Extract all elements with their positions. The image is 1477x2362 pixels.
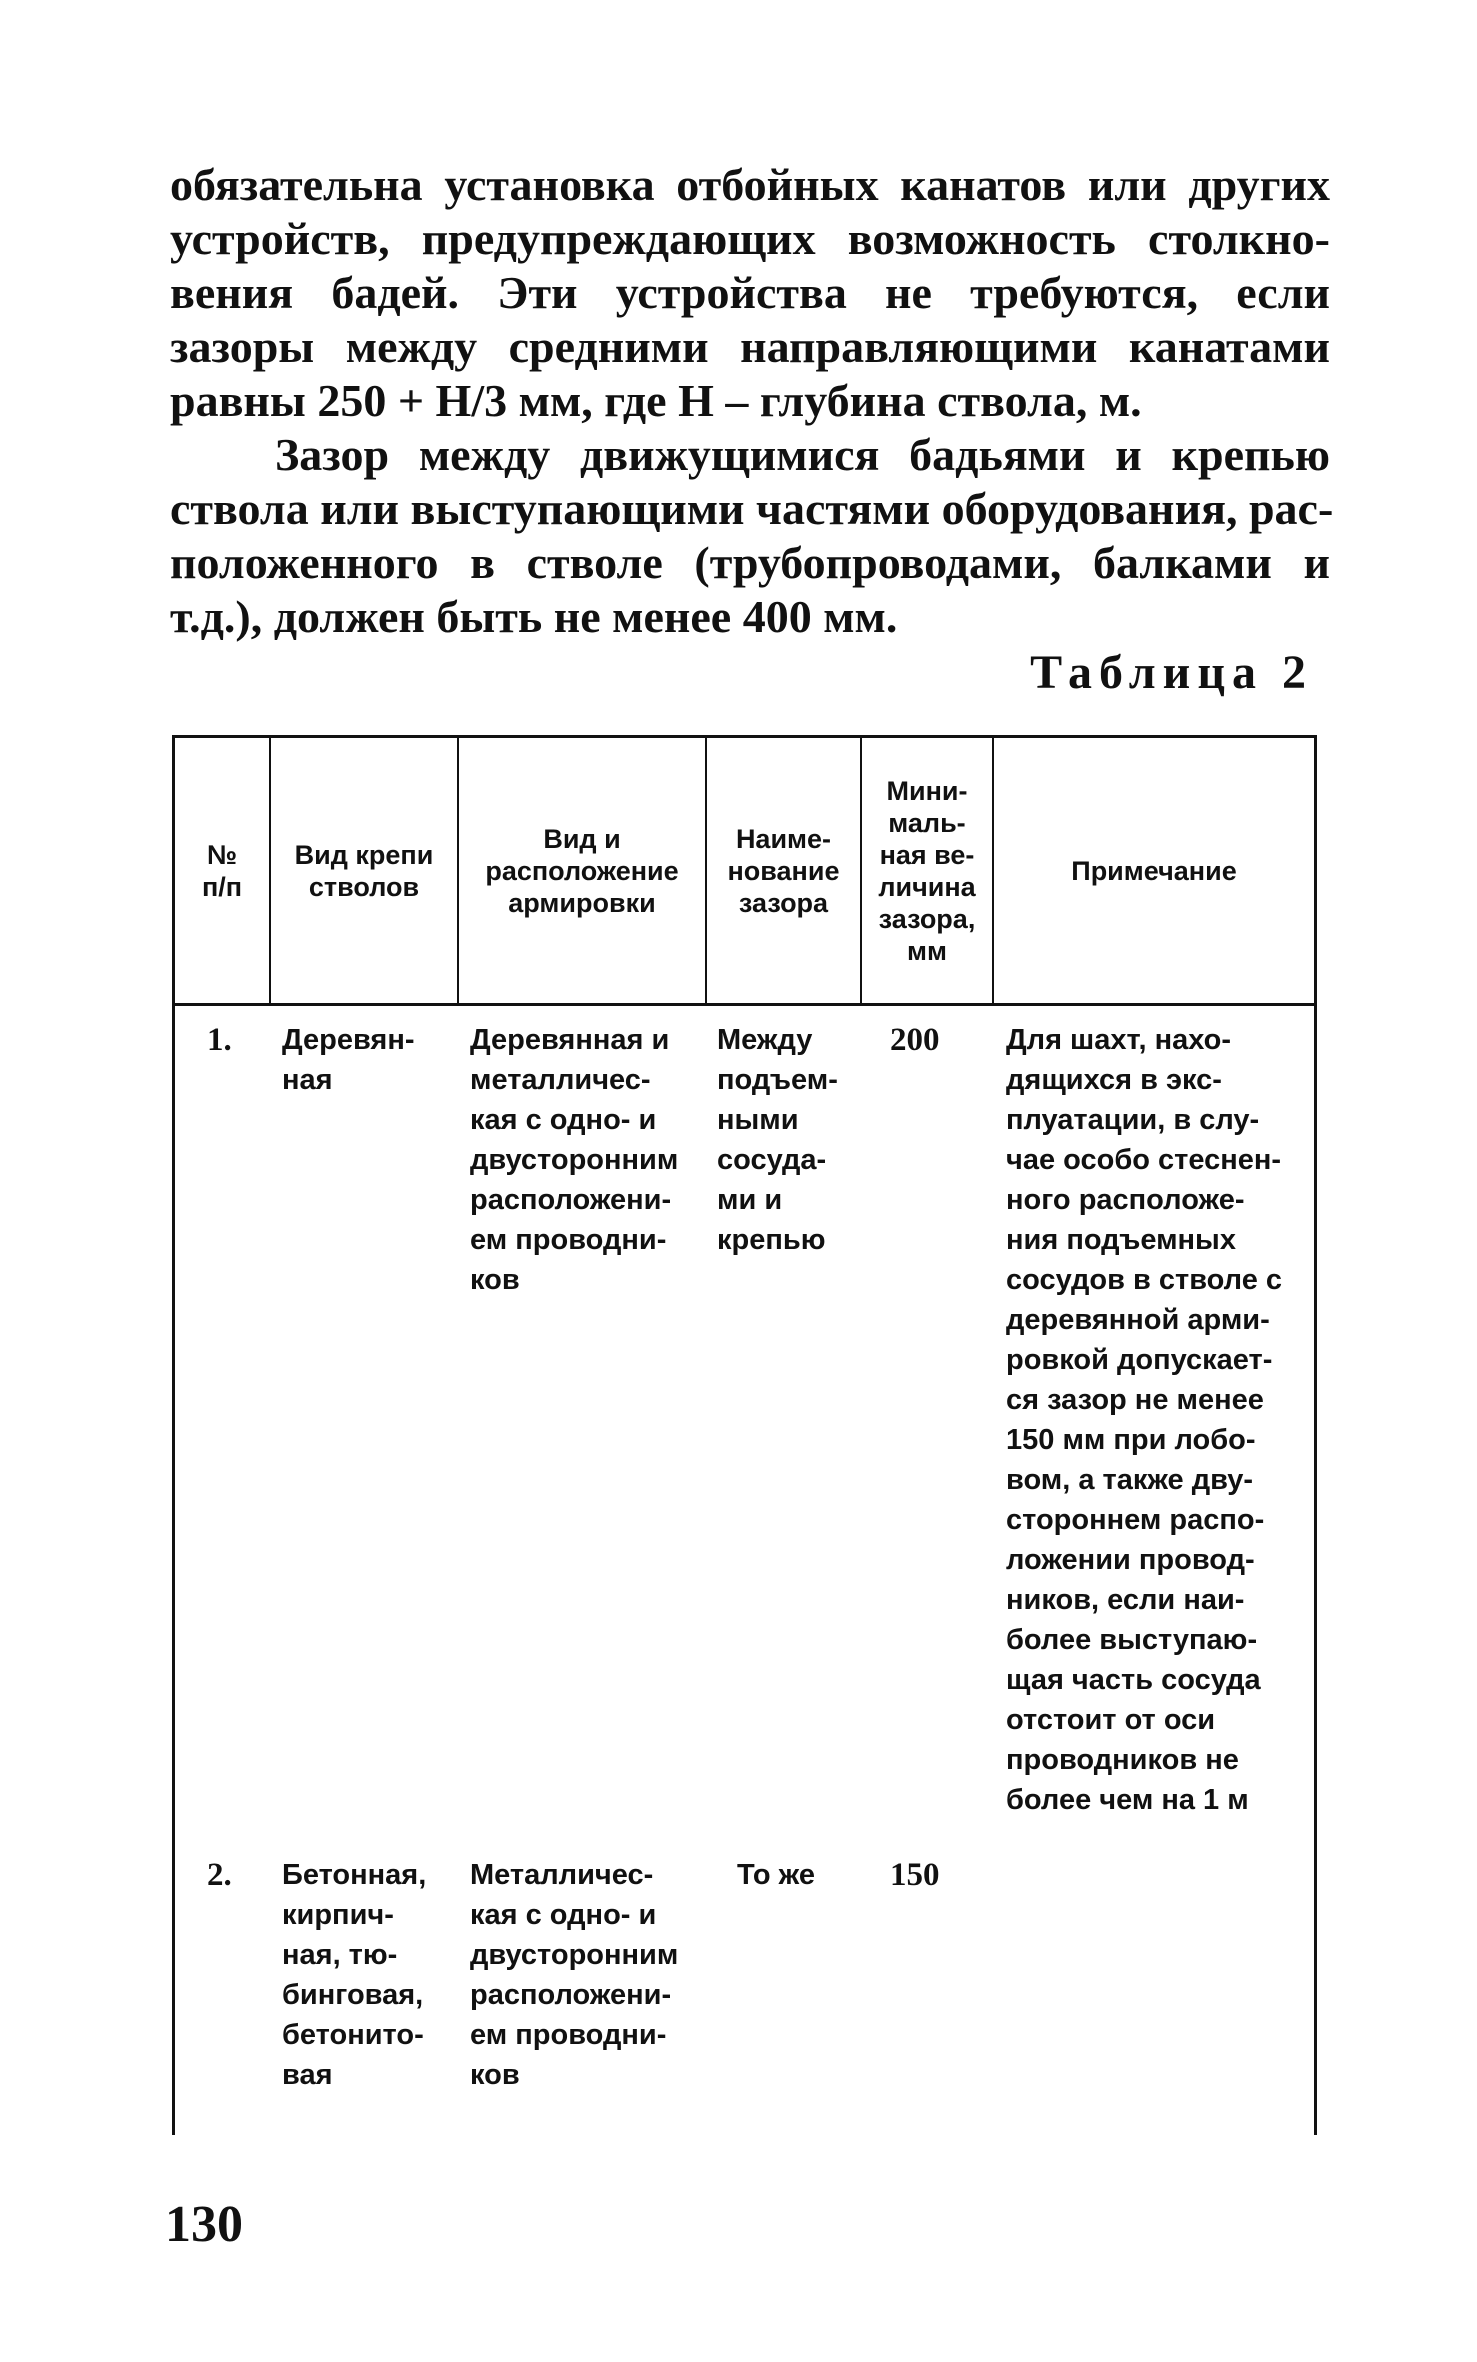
header-bottom-border	[172, 1003, 1317, 1006]
text-line: устройств, предупреждающих возможность столкно-	[170, 213, 1330, 264]
header-lining-type: Вид крепи стволов	[294, 839, 434, 902]
header-gap-name: Наиме- нование зазора	[727, 823, 840, 918]
row1-min-gap: 200	[890, 1022, 940, 1058]
text-line: т.д.), должен быть не менее 400 мм.	[170, 591, 898, 642]
table-right-border	[1314, 735, 1317, 2135]
header-note: Примечание	[1071, 855, 1237, 886]
row2-lining: Бетонная, кирпич- ная, тю- бинговая, бетонито- вая	[282, 1859, 427, 2091]
row1-note: Для шахт, нахо- дящихся в экс- плуатации, в слу- чае особо стеснен- ного расположе- ния подъемных сосудов в стволе с деревянной арми- ровкой допускает- ся зазор не менее 150 мм при лобо- вом, а также дву- стороннем распо- ложении провод- ников, если наи- более выступаю- щая часть сосуда отстоит от оси проводников не более чем на 1 м	[1006, 1024, 1283, 1816]
row1-reinforcement: Деревянная и металличес- кая с одно- и двусторонним расположени- ем проводни- ков	[470, 1024, 679, 1296]
header-number: № п/п	[201, 839, 243, 902]
row1-number: 1.	[207, 1022, 232, 1058]
row2-reinforcement: Металличес- кая с одно- и двусторонним расположени- ем проводни- ков	[470, 1859, 679, 2091]
clearance-table	[172, 735, 1317, 2135]
row2-number: 2.	[207, 1857, 232, 1893]
paragraph-1	[170, 158, 1330, 428]
row2-min-gap: 150	[890, 1857, 940, 1893]
row1-lining: Деревян- ная	[282, 1024, 415, 1096]
text-line: равны 250 + Н/3 мм, где Н – глубина ствола, м.	[170, 375, 1142, 426]
row1-gap-name: Между подъем- ными сосуда- ми и крепью	[717, 1024, 838, 1256]
header-reinforcement: Вид и расположение армировки	[485, 823, 679, 918]
table-caption: Таблица 2	[1030, 646, 1313, 699]
row2-gap-name: То же	[737, 1859, 815, 1891]
page-number: 130	[165, 2196, 243, 2253]
text-line: вения бадей. Эти устройства не требуются, если	[170, 267, 1330, 318]
text-line: зазоры между средними направляющими канатами	[170, 321, 1330, 372]
paragraph-2	[170, 428, 1334, 644]
text-line: ствола или выступающими частями оборудования, рас-	[170, 483, 1334, 534]
text-line: обязательна установка отбойных канатов или других	[170, 159, 1330, 210]
text-line: Зазор между движущимися бадьями и крепью	[275, 429, 1330, 480]
header-min-gap: Мини- маль- ная ве- личина зазора, мм	[878, 775, 976, 966]
text-line: положенного в стволе (трубопроводами, балками и	[170, 537, 1330, 588]
